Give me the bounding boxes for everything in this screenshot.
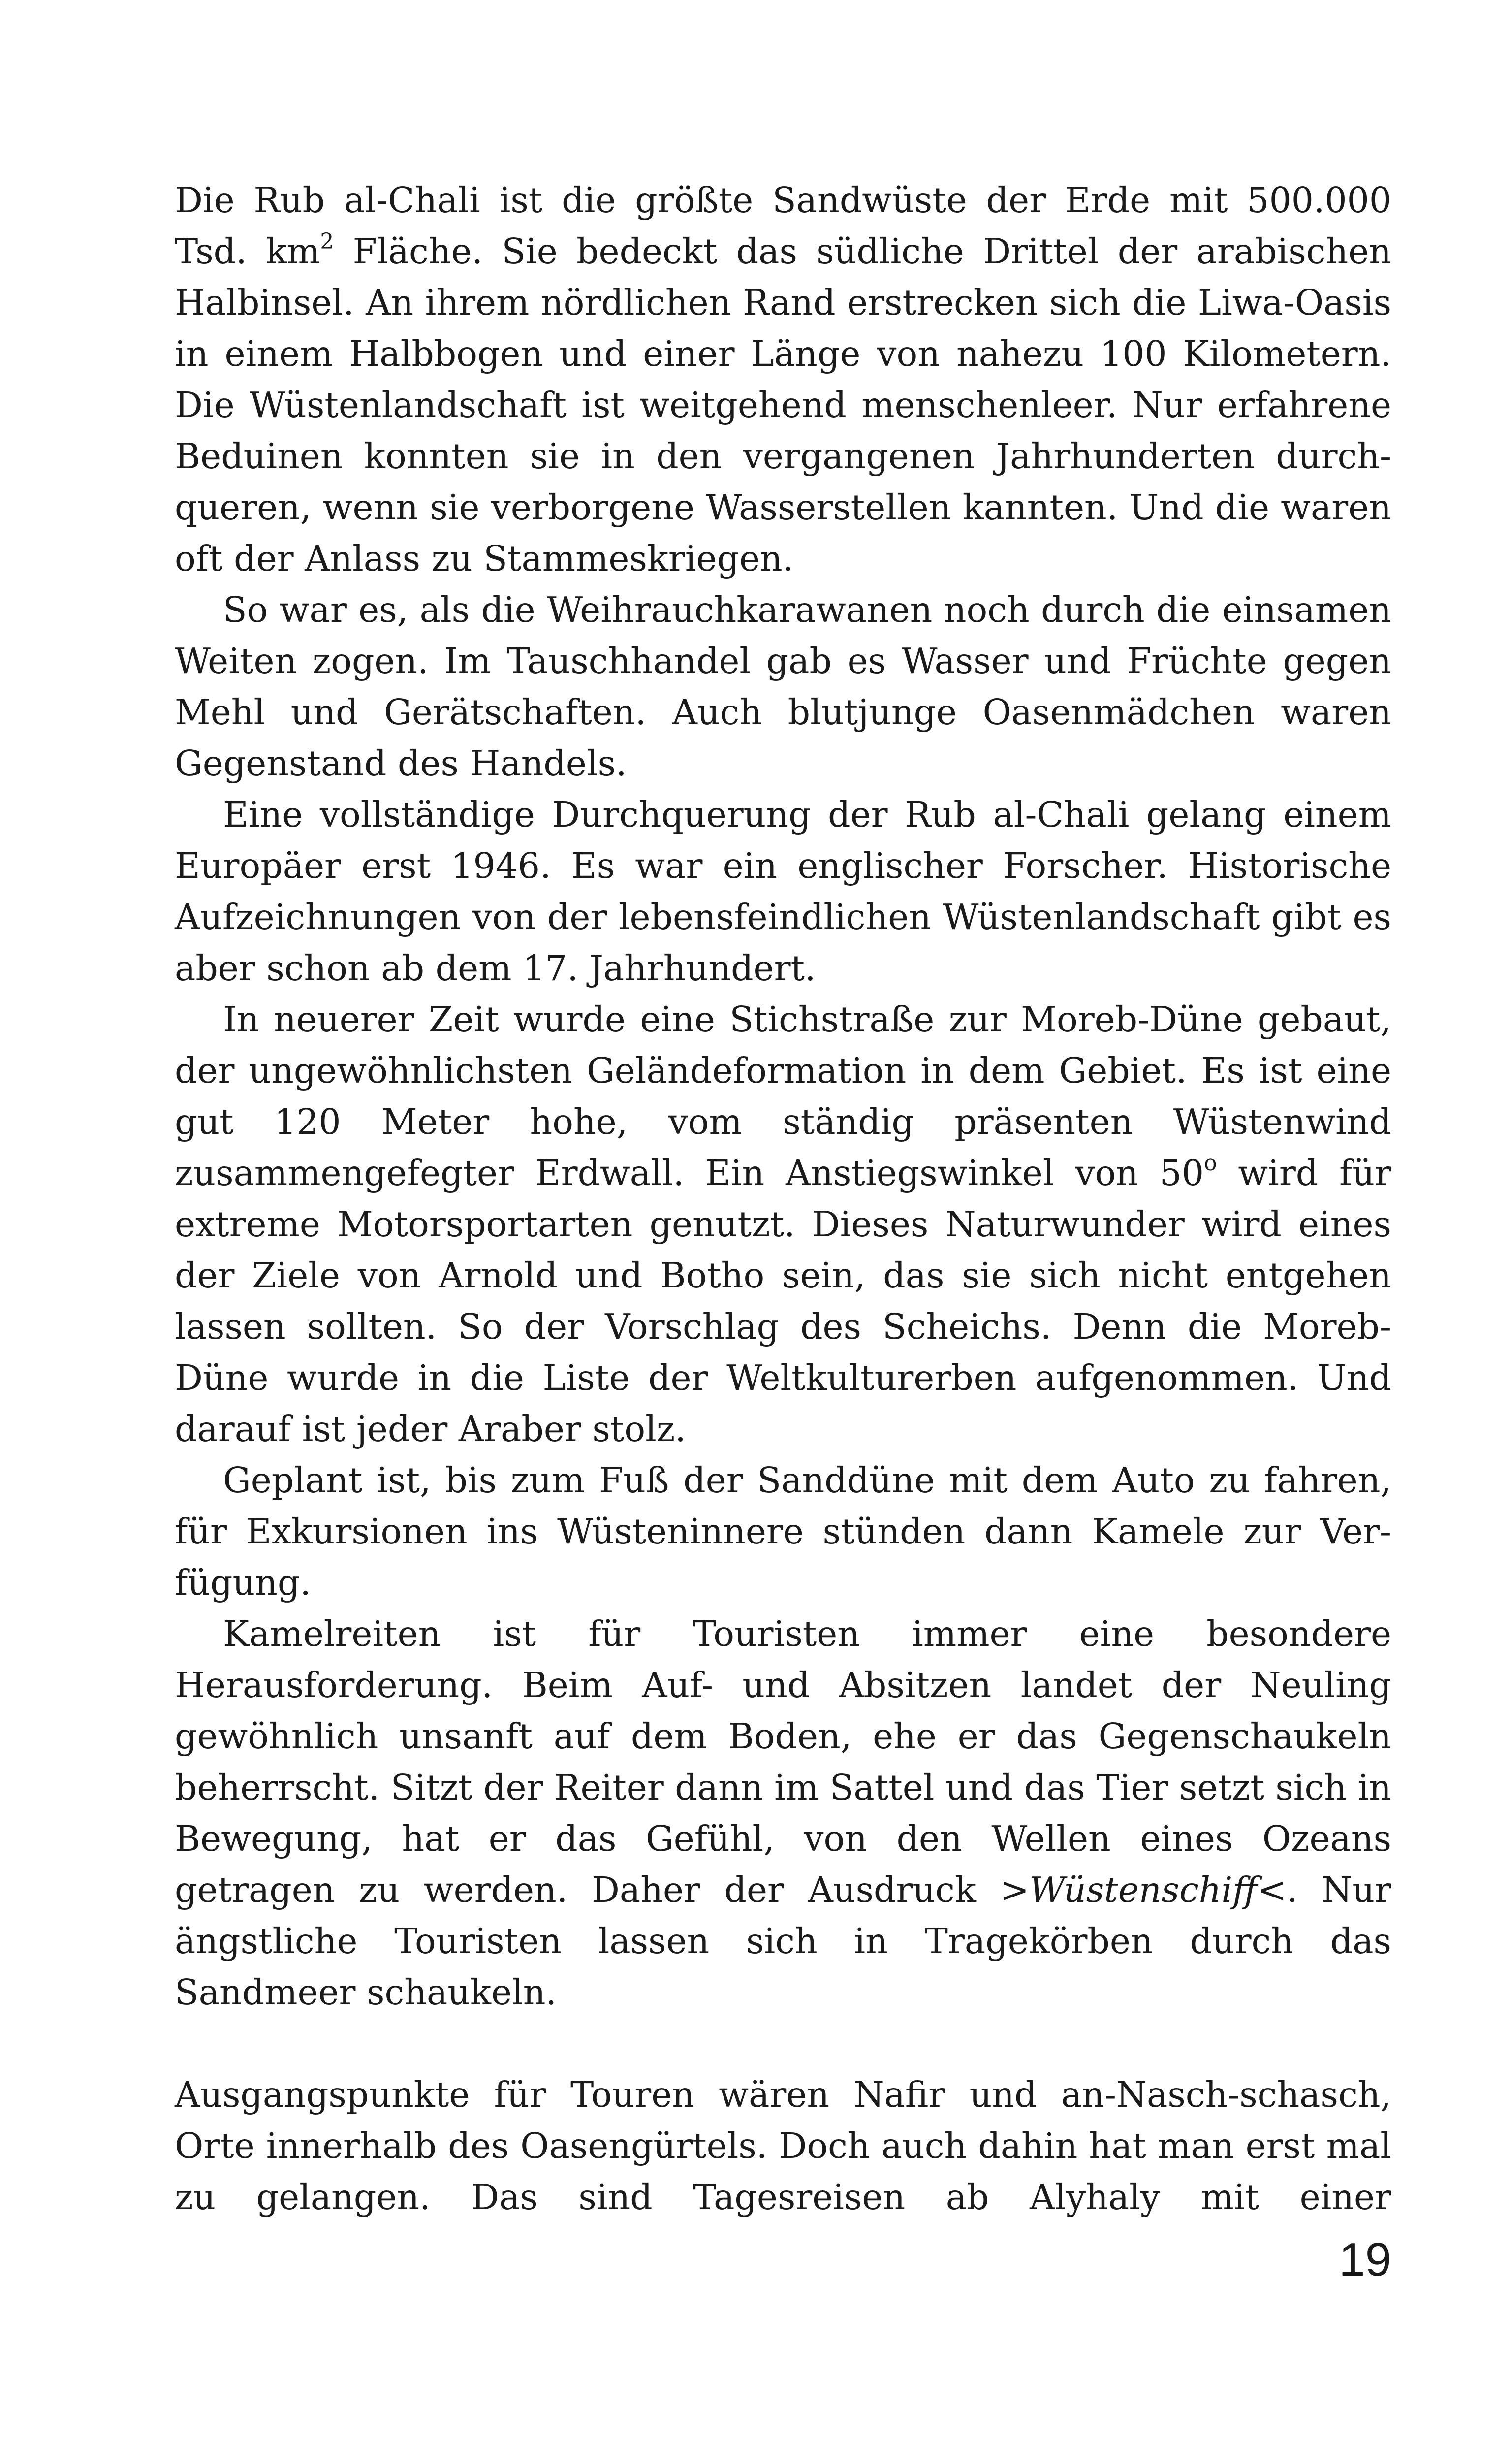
paragraph [175,994,1391,1455]
paragraph [175,175,1391,584]
page-number: 19 [1339,2233,1391,2286]
paragraph-text: Fläche. Sie bedeckt das südliche Drittel der arabischen Halbinsel. An ihrem nördlichen Rand erstrecken sich die Liwa-Oasis in einem Halbbogen und einer Länge von nahezu 100 Kilometern. Die Wüstenlandschaft ist weitgehend menschenleer. Nur erfahrene Beduinen konnten sie in den vergangenen Jahrhunderten durchqueren, wenn sie verborgene Wasserstellen kannten. Und die waren oft der Anlass zu Stammeskriegen. [175,231,1392,579]
body-text [175,175,1391,2223]
paragraph [175,1608,1391,2018]
paragraph: Ausgangspunkte für Touren wären Nafir und an-Nasch-schasch, Orte innerhalb des Oasengürtels. Doch auch dahin hat man erst mal zu gelangen. Das sind Tagesreisen ab Alyhaly mit einer [175,2074,1391,2218]
paragraph: Eine vollständige Durchquerung der Rub al-Chali gelang einem Europäer erst 1946. Es war ein englischer Forscher. Historische Aufzeichnungen von der lebensfeindlichen Wüstenlandschaft gibt es aber schon ab dem 17. Jahrhundert. [175,794,1391,989]
superscript: 2 [320,229,334,254]
paragraph-text: In neuerer Zeit wurde eine Stichstraße zur Moreb-Düne gebaut, der ungewöhnlichsten Geländeformation in dem Gebiet. Es ist eine gut 120 Meter hohe, vom ständig präsenten Wüstenwind zusammengefegter Erdwall. Ein Anstiegswinkel von 50 [175,999,1391,1193]
paragraph-text: wird für extreme Motorsportarten genutzt. Dieses Naturwunder wird eines der Ziele von Arnold und Botho sein, das sie sich nicht entgehen lassen sollten. So der Vorschlag des Scheichs. Denn die Moreb-Düne wurde in die Liste der Weltkulturerben aufgenommen. Und darauf ist jeder Araber stolz. [175,1153,1392,1449]
paragraph: So war es, als die Weihrauchkarawanen noch durch die einsamen Weiten zogen. Im Tauschhandel gab es Wasser und Früchte gegen Mehl und Gerätschaften. Auch blutjunge Oasenmädchen waren Gegenstand des Handels. [175,589,1391,784]
paragraph: Geplant ist, bis zum Fuß der Sanddüne mit dem Auto zu fahren, für Exkursionen ins Wüsteninnere stünden dann Kamele zur Verfügung. [175,1460,1391,1603]
italic-term: Wüstenschiff [1029,1869,1258,1910]
paragraph-text: Die Rub al-Chali ist die größte Sandwüste der Erde mit 500.000 Tsd. km [175,180,1391,272]
degree-superscript: o [1204,1151,1217,1176]
paragraph-text: Kamelreiten ist für Touristen immer eine besondere Herausforderung. Beim Auf- und Absitzen landet der Neuling gewöhnlich unsanft auf dem Boden, ehe er das Gegenschaukeln beherrscht. Sitzt der Reiter dann im Sattel und das Tier setzt sich in Bewegung, hat er das Gefühl, von den Wellen eines Ozeans getragen zu werden. Daher der Ausdruck > [175,1613,1391,1910]
paragraph-text: <. Nur ängstliche Touristen lassen sich in Tragekörben durch das Sandmeer schaukeln. [175,1869,1391,2013]
